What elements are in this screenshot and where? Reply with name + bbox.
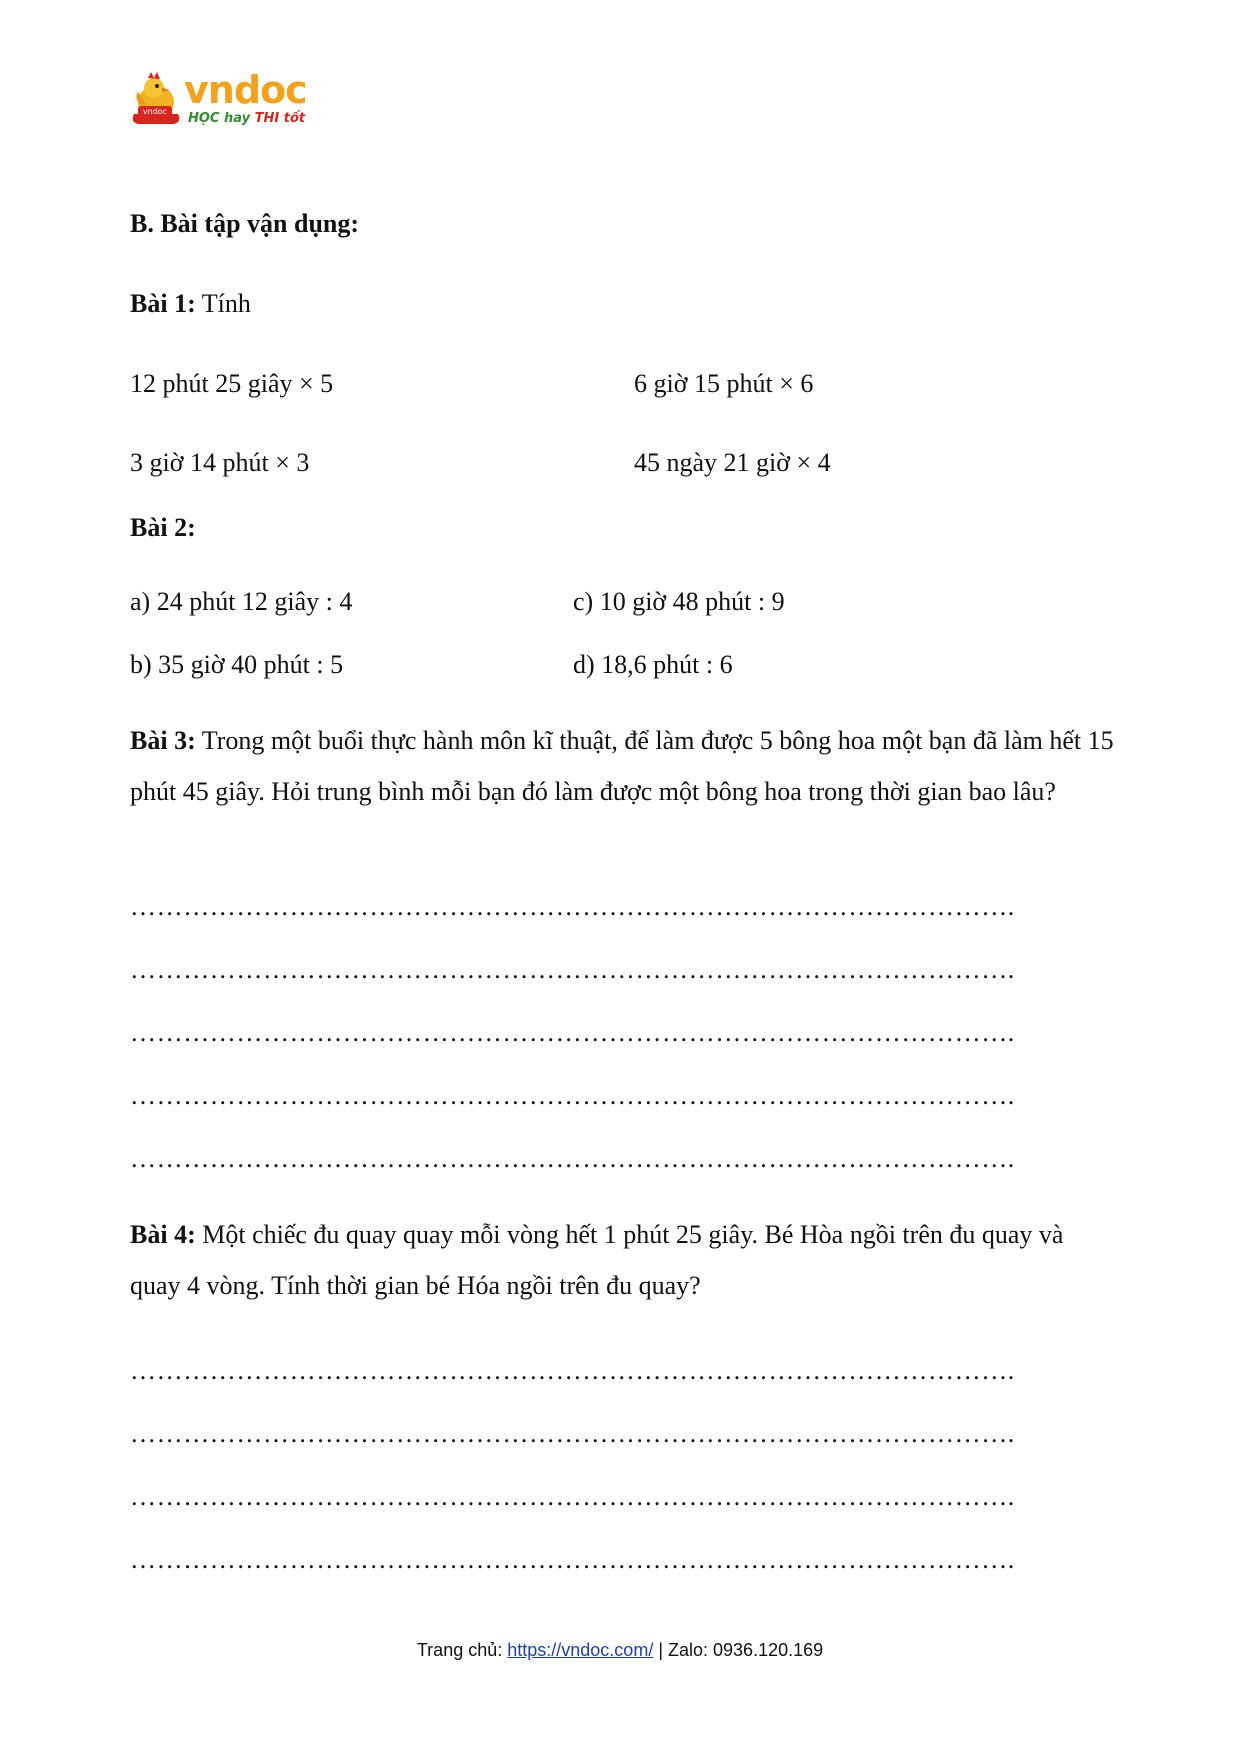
logo-badge (138, 106, 172, 118)
logo-tagline (188, 111, 305, 127)
bai4-answer-line-1[interactable]: ………………………………………………………………………………………. (130, 1356, 1015, 1385)
logo-tagline-b: THI tốt (254, 111, 306, 126)
bai1-label: Bài 1: (130, 289, 196, 318)
bai1-item-3: 3 giờ 14 phút × 3 (130, 448, 310, 477)
section-title: B. Bài tập vận dụng: (130, 209, 360, 238)
chicken-mascot-icon (128, 70, 184, 128)
bai3-label: Bài 3: (130, 726, 196, 755)
bai1-item-2: 6 giờ 15 phút × 6 (634, 369, 814, 398)
bai4-text: Một chiếc đu quay quay mỗi vòng hết 1 phút 25 giây. Bé Hòa ngồi trên đu quay và quay 4 vòng. Tính thời gian bé Hóa ngồi trên đu quay? (130, 1220, 1064, 1300)
bai2-item-d: d) 18,6 phút : 6 (573, 650, 733, 679)
bai1-item-4: 45 ngày 21 giờ × 4 (634, 448, 831, 477)
bai2-item-a: a) 24 phút 12 giây : 4 (130, 587, 353, 616)
logo-badge-text: vndoc (142, 107, 168, 116)
bai2-label: Bài 2: (130, 513, 196, 542)
logo-tagline-a: HỌC hay (188, 111, 251, 126)
bai3-answer-line-4[interactable]: ………………………………………………………………………………………. (130, 1081, 1015, 1110)
bai4-answer-line-4[interactable]: ………………………………………………………………………………………. (130, 1545, 1015, 1574)
bai4-paragraph (130, 1209, 1120, 1311)
logo-wordmark: vndoc (184, 68, 307, 112)
bai3-answer-line-1[interactable]: ………………………………………………………………………………………. (130, 892, 1015, 921)
bai1-heading (130, 287, 251, 321)
bai3-answer-line-3[interactable]: ………………………………………………………………………………………. (130, 1018, 1015, 1047)
bai2-item-c: c) 10 giờ 48 phút : 9 (573, 587, 785, 616)
vndoc-logo (128, 68, 318, 130)
bai1-text: Tính (201, 289, 251, 318)
bai1-item-1: 12 phút 25 giây × 5 (130, 369, 334, 398)
bai4-answer-line-2[interactable]: ………………………………………………………………………………………. (130, 1419, 1015, 1448)
bai4-answer-line-3[interactable]: ………………………………………………………………………………………. (130, 1482, 1015, 1511)
bai4-label: Bài 4: (130, 1220, 196, 1249)
bai3-text: Trong một buổi thực hành môn kĩ thuật, để làm được 5 bông hoa một bạn đã làm hết 15 phút 45 giây. Hỏi trung bình mỗi bạn đó làm được một bông hoa trong thời gian bao lâu? (130, 726, 1114, 806)
bai3-answer-line-2[interactable]: ………………………………………………………………………………………. (130, 955, 1015, 984)
page-footer (0, 1638, 1240, 1662)
footer-prefix: Trang chủ: (416, 1640, 508, 1660)
footer-zalo: | Zalo: 0936.120.169 (653, 1640, 824, 1660)
footer-home-link[interactable]: https://vndoc.com/ (507, 1640, 654, 1660)
bai3-paragraph (130, 715, 1120, 817)
bai3-answer-line-5[interactable]: ………………………………………………………………………………………. (130, 1144, 1015, 1173)
bai2-item-b: b) 35 giờ 40 phút : 5 (130, 650, 344, 679)
